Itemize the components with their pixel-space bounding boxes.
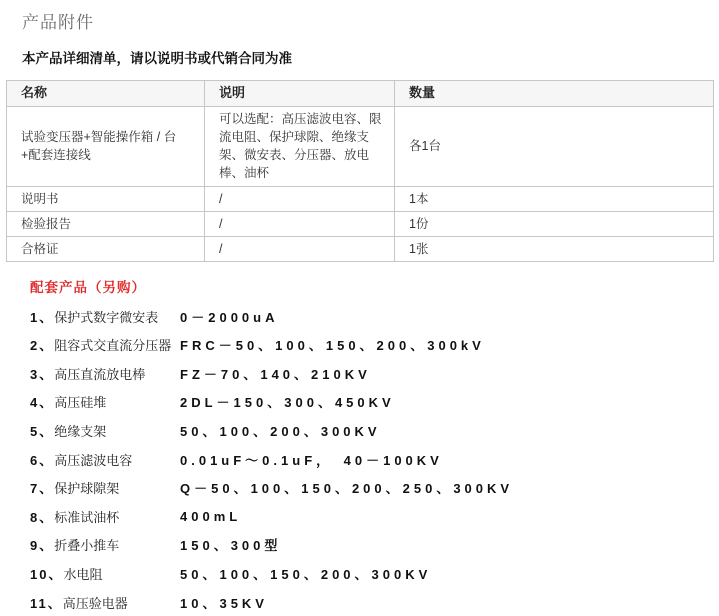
accessory-label (30, 478, 180, 497)
accessory-spec: FZ－70、140、210KV (180, 366, 371, 382)
accessory-label (30, 593, 180, 612)
accessory-item (30, 559, 719, 588)
accessory-item (30, 473, 719, 502)
accessory-name: 高压验电器 (62, 595, 128, 611)
accessory-item (30, 502, 719, 531)
accessory-label (30, 450, 180, 469)
accessory-item (30, 302, 719, 331)
accessory-item (30, 416, 719, 445)
accessory-spec: 2DL－150、300、450KV (180, 395, 395, 411)
accessory-name: 高压直流放电棒 (54, 366, 146, 382)
accessory-label (30, 421, 180, 440)
table-cell: 合格证 (7, 236, 205, 261)
table-cell: 1份 (395, 211, 714, 236)
accessory-number: 2、 (30, 338, 55, 354)
accessory-number: 6、 (30, 452, 55, 468)
accessories-heading: 配套产品（另购） (30, 279, 146, 295)
accessory-number: 3、 (30, 366, 55, 382)
accessory-name: 阻容式交直流分压器 (54, 338, 172, 354)
accessory-label (30, 307, 180, 326)
accessory-name: 保护式数字微安表 (54, 309, 159, 325)
table-cell: / (205, 211, 395, 236)
accessory-number: 11、 (30, 595, 63, 611)
table-cell: / (205, 186, 395, 211)
accessory-item (30, 359, 719, 388)
accessory-number: 4、 (30, 395, 55, 411)
accessory-name: 高压滤波电容 (54, 452, 133, 468)
table-cell: 1张 (395, 236, 714, 261)
accessory-label (30, 507, 180, 526)
accessory-spec: Q－50、100、150、200、250、300KV (180, 481, 514, 497)
accessory-number: 9、 (30, 538, 55, 554)
accessory-label (30, 564, 180, 583)
accessory-spec: 150、300型 (180, 538, 282, 554)
accessory-spec: 0－2000uA (180, 309, 279, 325)
table-row (7, 236, 714, 261)
table-cell: 各1台 (395, 107, 714, 187)
accessory-item (30, 588, 719, 616)
table-cell: 说明书 (7, 186, 205, 211)
accessory-spec: 50、100、200、300KV (180, 424, 381, 440)
table-row (7, 186, 714, 211)
accessory-spec: 400mL (180, 508, 242, 524)
accessories-list (0, 302, 719, 616)
table-cell: 1本 (395, 186, 714, 211)
accessory-name: 折叠小推车 (54, 538, 120, 554)
column-header: 名称 (7, 81, 205, 107)
attachments-table-header (7, 81, 714, 107)
accessory-item (30, 445, 719, 474)
accessory-spec: FRC－50、100、150、200、300kV (180, 338, 485, 354)
accessory-number: 5、 (30, 424, 55, 440)
attachments-table-body (7, 107, 714, 262)
page-title: 产品附件 (22, 13, 94, 32)
table-row (7, 107, 714, 187)
accessory-number: 7、 (30, 481, 55, 497)
accessory-name: 高压硅堆 (54, 395, 107, 411)
accessory-item (30, 531, 719, 560)
column-header: 说明 (205, 81, 395, 107)
accessory-spec: 50、100、150、200、300KV (180, 567, 432, 583)
table-cell: 可以选配：高压滤波电容、限流电阻、保护球隙、绝缘支架、微安表、分压器、放电棒、油杯 (205, 107, 395, 187)
accessory-name: 绝缘支架 (54, 424, 107, 440)
accessory-label (30, 364, 180, 383)
accessory-item (30, 388, 719, 417)
accessory-item (30, 330, 719, 359)
accessory-name: 保护球隙架 (54, 481, 120, 497)
accessory-number: 1、 (30, 309, 55, 325)
accessory-number: 10、 (30, 567, 64, 583)
column-header: 数量 (395, 81, 714, 107)
table-cell: 检验报告 (7, 211, 205, 236)
accessory-label (30, 392, 180, 411)
accessory-name: 水电阻 (63, 567, 103, 583)
accessory-number: 8、 (30, 509, 55, 525)
table-cell: / (205, 236, 395, 261)
accessory-label (30, 335, 180, 354)
table-row (7, 211, 714, 236)
accessory-label (30, 535, 180, 554)
accessory-name: 标准试油杯 (54, 509, 120, 525)
header-row (7, 81, 714, 107)
attachments-table (6, 80, 714, 262)
detail-list-note: 本产品详细清单，请以说明书或代销合同为准 (22, 51, 292, 66)
accessory-spec: 10、35KV (180, 595, 268, 611)
accessory-spec: 0.01uF～0.1uF， 40－100KV (180, 452, 443, 468)
table-cell: 试验变压器+智能操作箱 / 台+配套连接线 (7, 107, 205, 187)
